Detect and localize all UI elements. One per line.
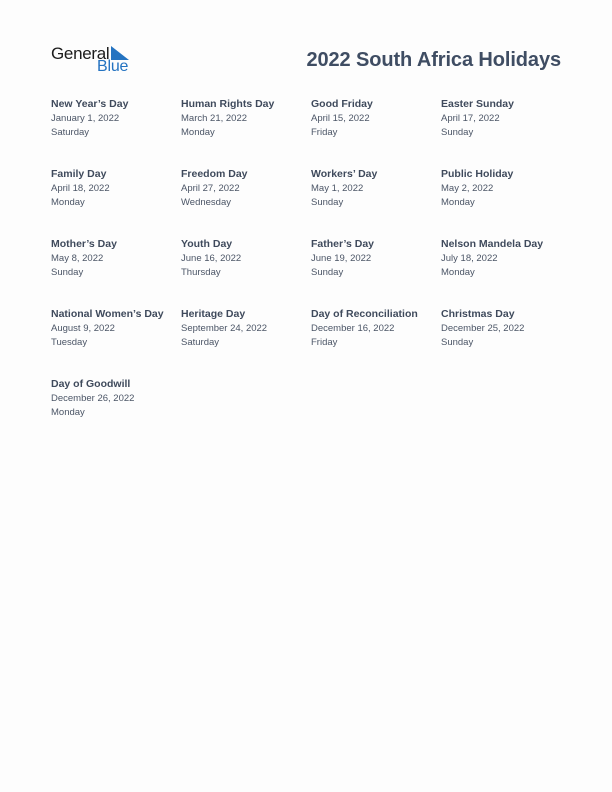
holiday-weekday: Sunday	[441, 126, 474, 138]
holiday-entry	[311, 238, 441, 308]
holiday-date: June 16, 2022	[181, 253, 242, 264]
holiday-name: New Year’s Day	[51, 98, 129, 110]
holiday-name: Youth Day	[181, 238, 233, 250]
holiday-entry	[51, 238, 181, 308]
holiday-weekday: Monday	[51, 406, 85, 418]
holiday-weekday: Saturday	[51, 126, 90, 138]
holiday-weekday: Monday	[181, 126, 215, 138]
holiday-date: September 24, 2022	[181, 323, 268, 334]
holiday-name: Family Day	[51, 168, 107, 180]
holiday-entry	[51, 378, 181, 448]
holiday-name: Public Holiday	[441, 168, 514, 180]
holiday-date: December 16, 2022	[311, 323, 395, 334]
holiday-date: January 1, 2022	[51, 113, 120, 124]
holiday-name: National Women’s Day	[51, 308, 164, 320]
holiday-name: Heritage Day	[181, 308, 246, 320]
holiday-grid	[51, 98, 571, 448]
holiday-weekday: Thursday	[181, 266, 221, 278]
holiday-entry	[51, 98, 181, 168]
holiday-date: July 18, 2022	[441, 253, 498, 264]
holiday-name: Christmas Day	[441, 308, 515, 320]
holiday-weekday: Wednesday	[181, 196, 231, 208]
holiday-name: Workers’ Day	[311, 168, 378, 180]
holiday-weekday: Monday	[441, 196, 475, 208]
holiday-entry	[441, 98, 571, 168]
holiday-date: March 21, 2022	[181, 113, 248, 124]
holiday-name: Freedom Day	[181, 168, 248, 180]
holiday-date: April 18, 2022	[51, 183, 110, 194]
holiday-weekday: Tuesday	[51, 336, 88, 348]
holiday-name: Day of Goodwill	[51, 378, 131, 390]
holiday-date: April 15, 2022	[311, 113, 370, 124]
holiday-date: April 17, 2022	[441, 113, 500, 124]
holiday-entry	[441, 308, 571, 378]
holiday-entry	[311, 308, 441, 378]
holiday-weekday: Monday	[441, 266, 475, 278]
holiday-entry	[181, 308, 311, 378]
logo-text-general: General	[51, 44, 110, 63]
holiday-date: December 26, 2022	[51, 393, 135, 404]
holiday-name: Day of Reconciliation	[311, 308, 418, 320]
holiday-name: Nelson Mandela Day	[441, 238, 544, 250]
holiday-date: June 19, 2022	[311, 253, 372, 264]
holiday-entry	[181, 238, 311, 308]
holiday-weekday: Saturday	[181, 336, 220, 348]
holiday-entry	[181, 168, 311, 238]
holiday-entry	[51, 308, 181, 378]
holiday-date: May 2, 2022	[441, 183, 494, 194]
holiday-date: December 25, 2022	[441, 323, 525, 334]
holiday-weekday: Monday	[51, 196, 85, 208]
page-title: 2022 South Africa Holidays	[306, 49, 561, 71]
holiday-name: Human Rights Day	[181, 98, 275, 110]
holiday-name: Easter Sunday	[441, 98, 514, 110]
holiday-entry	[441, 238, 571, 308]
holiday-name: Father’s Day	[311, 238, 375, 250]
holiday-name: Mother’s Day	[51, 238, 117, 250]
holiday-date: May 1, 2022	[311, 183, 364, 194]
logo-text-blue: Blue	[97, 58, 129, 75]
holiday-weekday: Friday	[311, 126, 338, 138]
holiday-entry	[311, 98, 441, 168]
holiday-weekday: Friday	[311, 336, 338, 348]
holiday-entry	[311, 168, 441, 238]
holiday-entry	[181, 98, 311, 168]
holiday-weekday: Sunday	[441, 336, 474, 348]
holiday-date: August 9, 2022	[51, 323, 115, 334]
holiday-entry	[51, 168, 181, 238]
holiday-weekday: Sunday	[51, 266, 84, 278]
holiday-weekday: Sunday	[311, 266, 344, 278]
generalblue-logo	[51, 44, 141, 78]
holiday-date: May 8, 2022	[51, 253, 104, 264]
holiday-entry	[441, 168, 571, 238]
holiday-weekday: Sunday	[311, 196, 344, 208]
holiday-date: April 27, 2022	[181, 183, 240, 194]
holiday-name: Good Friday	[311, 98, 373, 110]
